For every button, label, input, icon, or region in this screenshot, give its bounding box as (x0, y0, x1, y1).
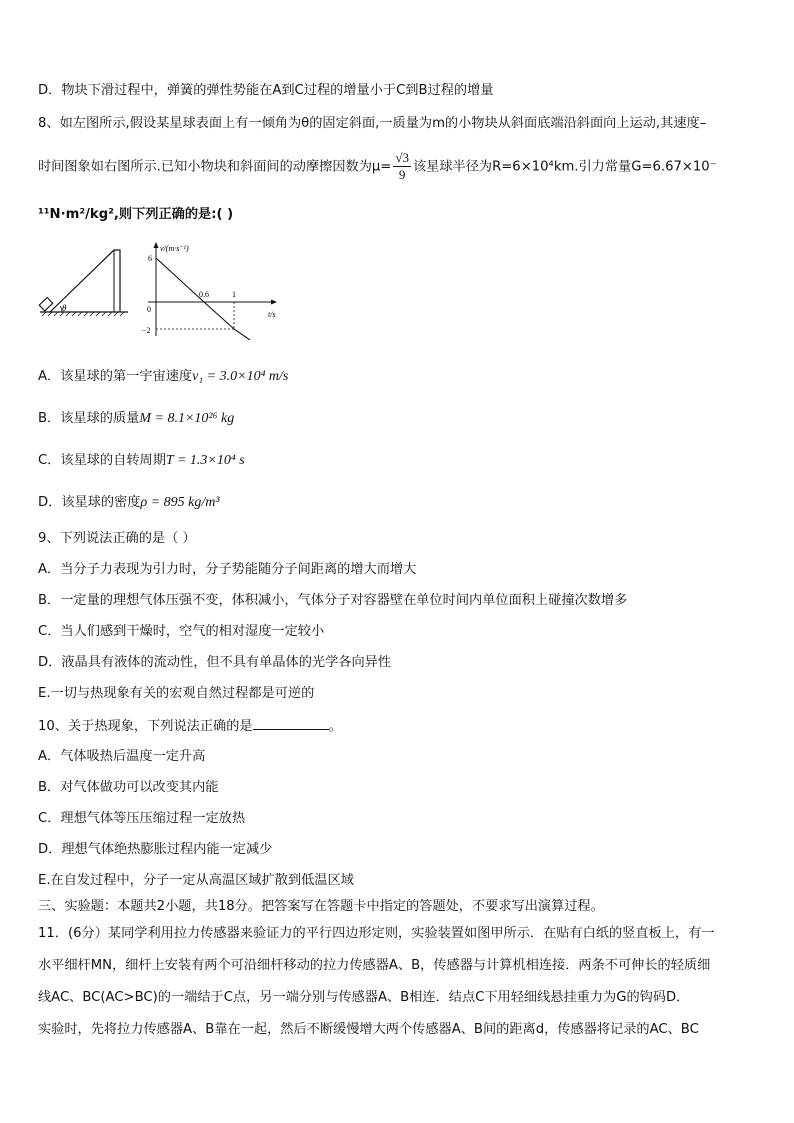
mu-fraction-numerator: √3 (395, 150, 409, 165)
y-tick-minus2: −2 (142, 326, 151, 335)
q8-option-c (38, 452, 245, 470)
q8-figure (36, 240, 286, 340)
incline-diagram (39, 250, 128, 316)
q8-option-c-formula: T = 1.3×10⁴ s (165, 453, 245, 468)
x-axis-label: t/s (268, 310, 276, 319)
vt-graph (142, 242, 277, 340)
q10-option-a: A．气体吸热后温度一定升高 (38, 749, 206, 764)
q11-line4: 实验时，先将拉力传感器A、B靠在一起，然后不断缓慢增大两个传感器A、B间的距离d，传感器将记录的AC、BC (38, 1022, 699, 1037)
q10-option-c: C．理想气体等压压缩过程一定放热 (38, 811, 246, 826)
velocity-curve (156, 258, 250, 340)
q10-stem (38, 717, 342, 736)
q9-option-c: C．当人们感到干燥时，空气的相对湿度一定较小 (38, 624, 325, 639)
x-tick-1: 1 (232, 290, 236, 299)
q8-option-b-label: B．该星球的质量 (38, 411, 140, 426)
q8-stem-line2 (38, 150, 717, 183)
q9-option-b: B．一定量的理想气体压强不变，体积减小，气体分子对容器壁在单位时间内单位面积上碰撞次数增多 (38, 593, 628, 608)
y-tick-6: 6 (148, 254, 152, 263)
q9-option-d: D．液晶具有液体的流动性，但不具有单晶体的光学各向异性 (38, 655, 392, 670)
q10-option-e: E.在自发过程中，分子一定从高温区域扩散到低温区域 (38, 873, 354, 888)
q10-stem-text: 10、关于热现象，下列说法正确的是 (38, 719, 253, 734)
y-axis-label: v/(m·s⁻¹) (160, 244, 189, 253)
q8-stem-line2-post: 该星球半径为R=6×10⁴km.引力常量G=6.67×10⁻ (412, 159, 717, 175)
q8-option-b-formula: M = 8.1×10²⁶ kg (139, 411, 235, 426)
mu-fraction-denominator: 9 (398, 167, 406, 182)
q8-stem-line2-pre: 时间图象如右图所示.已知小物块和斜面间的动摩擦因数为μ= (38, 159, 392, 175)
q10-stem-end: 。 (328, 719, 342, 734)
q11-line3: 线AC、BC(AC>BC)的一端结于C点，另一端分别与传感器A、B相连．结点C下用轻细线悬挂重力为G的钩码D． (38, 990, 690, 1005)
q8-stem-line3: ¹¹N·m²/kg²,则下列正确的是:( ) (38, 207, 234, 222)
q8-option-a-formula: v₁ = 3.0×10⁴ m/s (192, 369, 289, 384)
answer-blank (253, 717, 329, 730)
q7-option-d: D．物块下滑过程中，弹簧的弹性势能在A到C过程的增量小于C到B过程的增量 (38, 83, 494, 98)
q9-option-a: A．当分子力表现为引力时，分子势能随分子间距离的增大而增大 (38, 562, 417, 577)
origin-label: 0 (147, 305, 151, 314)
q8-option-a (38, 368, 288, 386)
q10-option-d: D．理想气体绝热膨胀过程内能一定减少 (38, 842, 273, 857)
q8-option-d-formula: ρ = 895 kg/m³ (140, 495, 220, 510)
q11-line2: 水平细杆MN，细杆上安装有两个可沿细杆移动的拉力传感器A、B，传感器与计算机相连接．两条不可伸长的轻质细 (38, 958, 711, 973)
q8-option-b (38, 410, 234, 428)
q8-option-d (38, 494, 220, 512)
q11-line1: 11．(6分）某同学利用拉力传感器来验证力的平行四边形定则，实验装置如图甲所示．在贴有白纸的竖直板上，有一 (38, 926, 715, 941)
q8-option-d-label: D．该星球的密度 (38, 495, 141, 510)
q8-stem-line1: 8、如左图所示,假设某星球表面上有一倾角为θ的固定斜面,一质量为m的小物块从斜面底端沿斜面向上运动,其速度– (38, 116, 707, 131)
q9-option-e: E.一切与热现象有关的宏观自然过程都是可逆的 (38, 686, 315, 701)
mu-fraction (393, 150, 411, 183)
angle-label: θ (62, 303, 67, 313)
section-heading: 三、实验题：本题共2小题，共18分。把答案写在答题卡中指定的答题处，不要求写出演算过程。 (38, 899, 604, 914)
q9-stem: 9、下列说法正确的是（ ） (38, 531, 196, 546)
x-tick-0.6: 0.6 (199, 290, 209, 299)
q10-option-b: B．对气体做功可以改变其内能 (38, 780, 219, 795)
q8-option-a-label: A．该星球的第一宇宙速度 (38, 369, 193, 384)
block-icon (39, 298, 52, 311)
q8-option-c-label: C．该星球的自转周期 (38, 453, 166, 468)
